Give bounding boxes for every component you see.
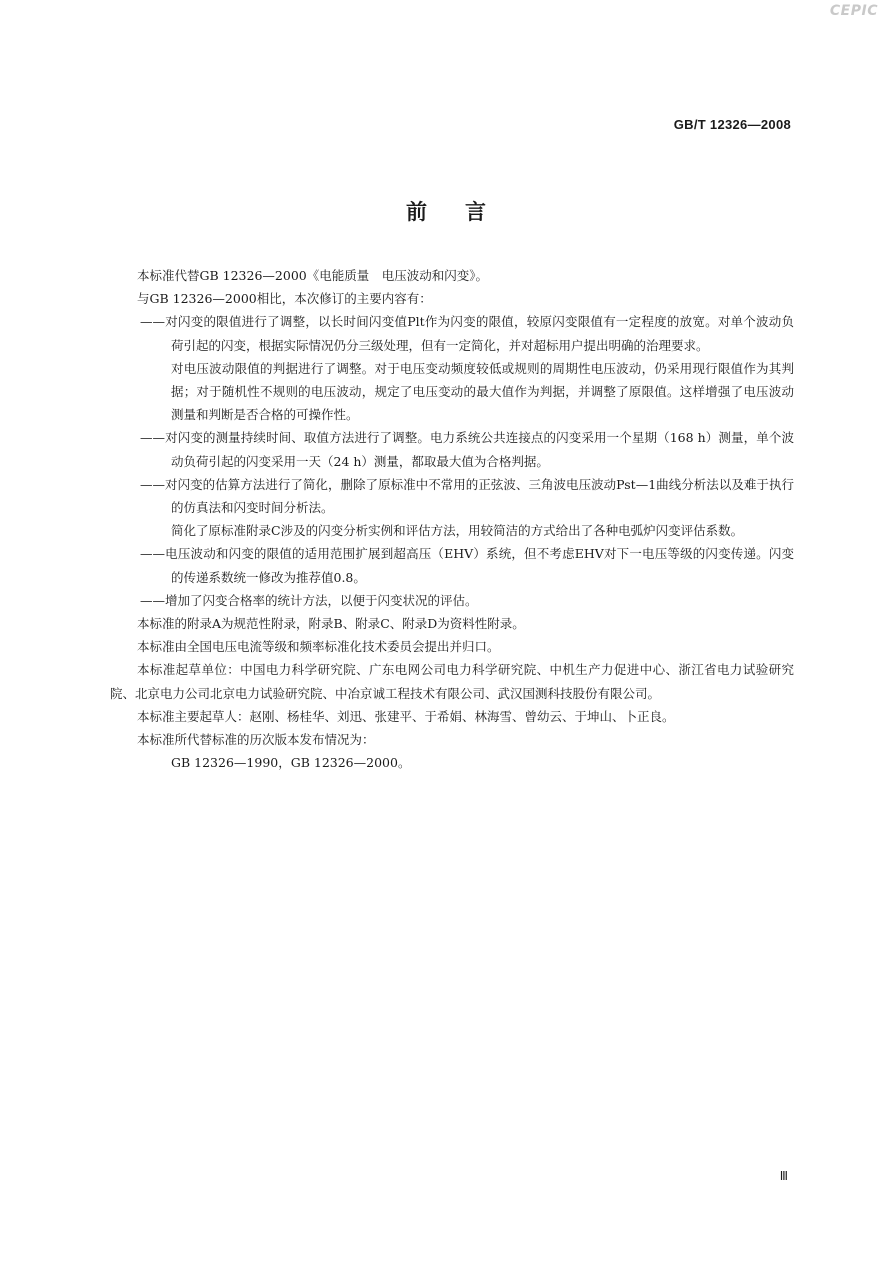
list-item-continuation: 简化了原标准附录C涉及的闪变分析实例和评估方法，用较简洁的方式给出了各种电弧炉闪变评估系数。: [171, 523, 744, 539]
list-item: ——电压波动和闪变的限值的适用范围扩展到超高压（EHV）系统，但不考虑EHV对下一电压等级的闪变传递。闪变的传递系数统一修改为推荐值0.8。: [140, 546, 794, 585]
page-title: 前言: [406, 200, 524, 224]
paragraph: 本标准的附录A为规范性附录，附录B、附录C、附录D为资料性附录。: [137, 616, 525, 632]
paragraph: 与GB 12326—2000相比，本次修订的主要内容有：: [137, 291, 432, 307]
list-item-continuation: 对电压波动限值的判据进行了调整。对于电压变动频度较低或规则的周期性电压波动，仍采用现行限值作为其判据；对于随机性不规则的电压波动，规定了电压变动的最大值作为判据，并调整了原限值。这样增强了电压波动测量和判断是否合格的可操作性。: [171, 360, 794, 423]
watermark-logo: CEPIC: [829, 3, 878, 19]
paragraph: 本标准主要起草人：赵刚、杨桂华、刘迅、张建平、于希娟、林海雪、曾幼云、于坤山、卜正良。: [137, 708, 675, 724]
page-number: Ⅲ: [779, 1169, 788, 1183]
paragraph: GB 12326—1990，GB 12326—2000。: [171, 755, 411, 771]
list-item: ——对闪变的测量持续时间、取值方法进行了调整。电力系统公共连接点的闪变采用一个星期（168 h）测量，单个波动负荷引起的闪变采用一天（24 h）测量，都取最大值为合格判据。: [140, 430, 794, 469]
list-item: ——增加了闪变合格率的统计方法，以便于闪变状况的评估。: [140, 592, 478, 608]
paragraph: 本标准由全国电压电流等级和频率标准化技术委员会提出并归口。: [137, 639, 500, 655]
list-item: ——对闪变的估算方法进行了简化，删除了原标准中不常用的正弦波、三角波电压波动Pst—1曲线分析法以及难于执行的仿真法和闪变时间分析法。: [140, 476, 794, 516]
paragraph: 本标准所代替标准的历次版本发布情况为：: [137, 732, 375, 748]
paragraph: 本标准代替GB 12326—2000《电能质量 电压波动和闪变》。: [137, 268, 488, 283]
foreword-body: [110, 264, 794, 774]
list-item: ——对闪变的限值进行了调整，以长时间闪变值Plt作为闪变的限值，较原闪变限值有一定程度的放宽。对单个波动负荷引起的闪变，根据实际情况仍分三级处理，但有一定简化，并对超标用户提出明确的治理要求。: [140, 314, 794, 353]
paragraph: 本标准起草单位：中国电力科学研究院、广东电网公司电力科学研究院、中机生产力促进中心、浙江省电力试验研究院、北京电力公司北京电力试验研究院、中冶京诚工程技术有限公司、武汉国测科技股份有限公司。: [110, 662, 794, 701]
standard-code: GB/T 12326—2008: [673, 117, 791, 132]
